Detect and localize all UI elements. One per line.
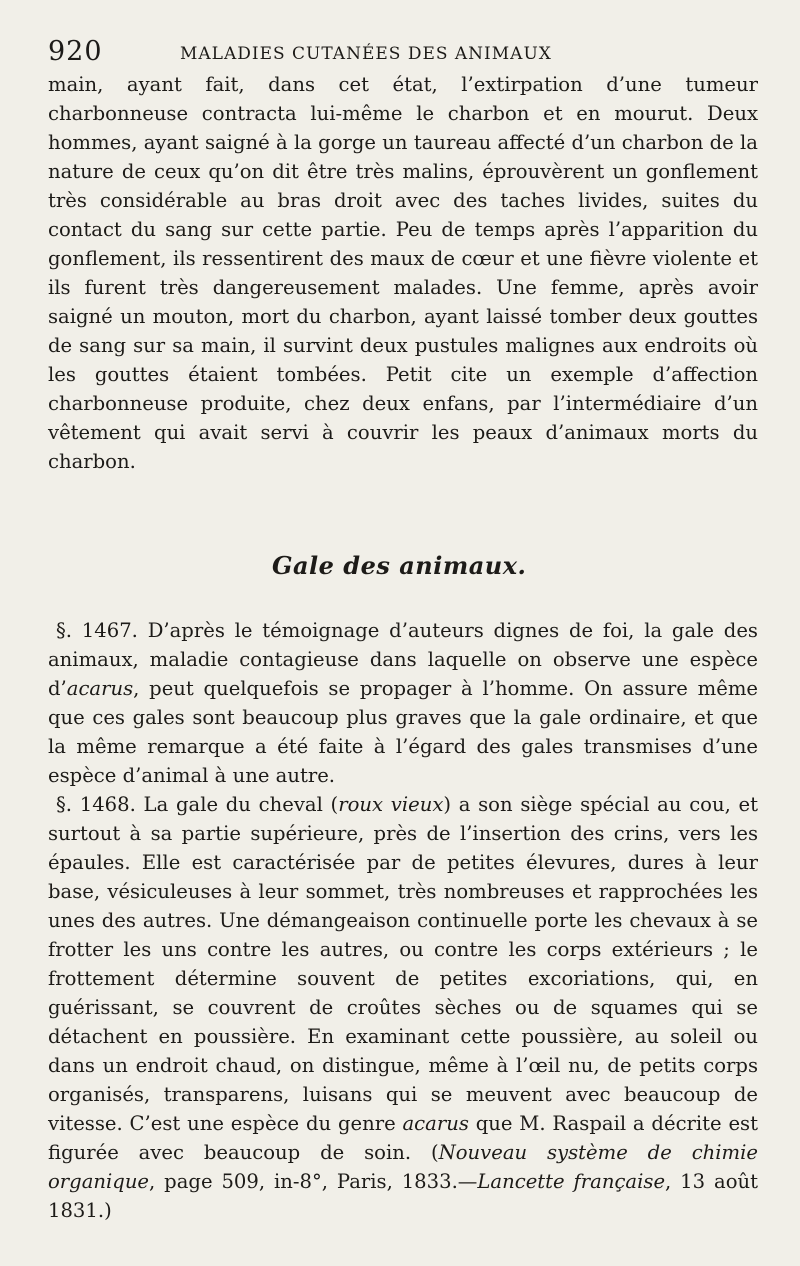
page-header (48, 36, 758, 70)
paragraph-1467-text-1: D’après le témoignage d’auteurs dignes de foi, la gale des animaux, maladie contagieuse dans laquelle on observe une espèce d’ (48, 619, 758, 700)
italic-roux-vieux: roux vieux (338, 793, 444, 816)
page-number: 920 (48, 36, 103, 67)
italic-nouveau-systeme: Nouveau système de chimie organique (48, 1141, 758, 1193)
running-title: MALADIES CUTANÉES DES ANIMAUX (180, 44, 552, 64)
paragraph-number-1467: §. 1467. (56, 619, 138, 642)
page (48, 36, 759, 1222)
paragraph-1467 (48, 616, 758, 790)
paragraph-1468-text-3: que M. Raspail a décrite est figurée avec beaucoup de soin. ( (48, 1112, 758, 1164)
opening-paragraph: main, ayant fait, dans cet état, l’extirpation d’une tumeur charbonneuse contracta lui-même le charbon et en mourut. Deux hommes, ayant saigné à la gorge un taureau affecté d’un charbon de la nature de ceux qu’on dit être très malins, éprouvèrent un gonflement très considérable au bras droit avec des taches livides, suites du contact du sang sur cette partie. Peu de temps après l’apparition du gonflement, ils ressentirent des maux de cœur et une fièvre violente et ils furent très dangereusement malades. Une femme, après avoir saigné un mouton, mort du charbon, ayant laissé tomber deux gouttes de sang sur sa main, il survint deux pustules malignes aux endroits où les gouttes étaient tombées. Petit cite un exemple d’affection charbonneuse produite, chez deux enfans, par l’intermédiaire d’un vêtement qui avait servi à couvrir les peaux d’animaux morts du charbon. (48, 73, 758, 473)
paragraph-1467-text-2: , peut quelquefois se propager à l’homme. On assure même que ces gales sont beaucoup plus graves que la gale ordinaire, et que la même remarque a été faite à l’égard des gales transmises d’une espèce d’animal à une autre. (48, 677, 758, 787)
paragraph-1468-text-2: ) a son siège spécial au cou, et surtout à sa partie supérieure, près de l’insertion des crins, vers les épaules. Elle est caractérisée par de petites élevures, dures à leur base, vésiculeuses à leur sommet, très nombreuses et rapprochées les unes des autres. Une démangeaison continuelle porte les chevaux à se frotter les uns contre les autres, ou contre les corps extérieurs ; le frottement détermine souvent de petites excoriations, qui, en guérissant, se couvrent de croûtes sèches ou de squames qui se détachent en poussière. En examinant cette poussière, au soleil ou dans un endroit chaud, on distingue, même à l’œil nu, de petits corps organisés, transparens, luisans qui se meuvent avec beaucoup de vitesse. C’est une espèce du genre (48, 793, 758, 1135)
italic-acarus: acarus (402, 1112, 469, 1135)
page-body (48, 70, 759, 1222)
paragraph-1468 (48, 790, 758, 1225)
paragraph-1468-text-1: La gale du cheval ( (135, 793, 339, 816)
italic-lancette-francaise: Lancette française (477, 1170, 666, 1193)
paragraph-number-1468: §. 1468. (56, 793, 136, 816)
paragraph-1468-text-4: , page 509, in-8°, Paris, 1833.— (149, 1170, 478, 1193)
paragraph-1468-text-5: , 13 août 1831.) (48, 1170, 759, 1222)
section-title: Gale des animaux. (272, 551, 527, 580)
italic-term-acarus: acarus (66, 677, 134, 700)
